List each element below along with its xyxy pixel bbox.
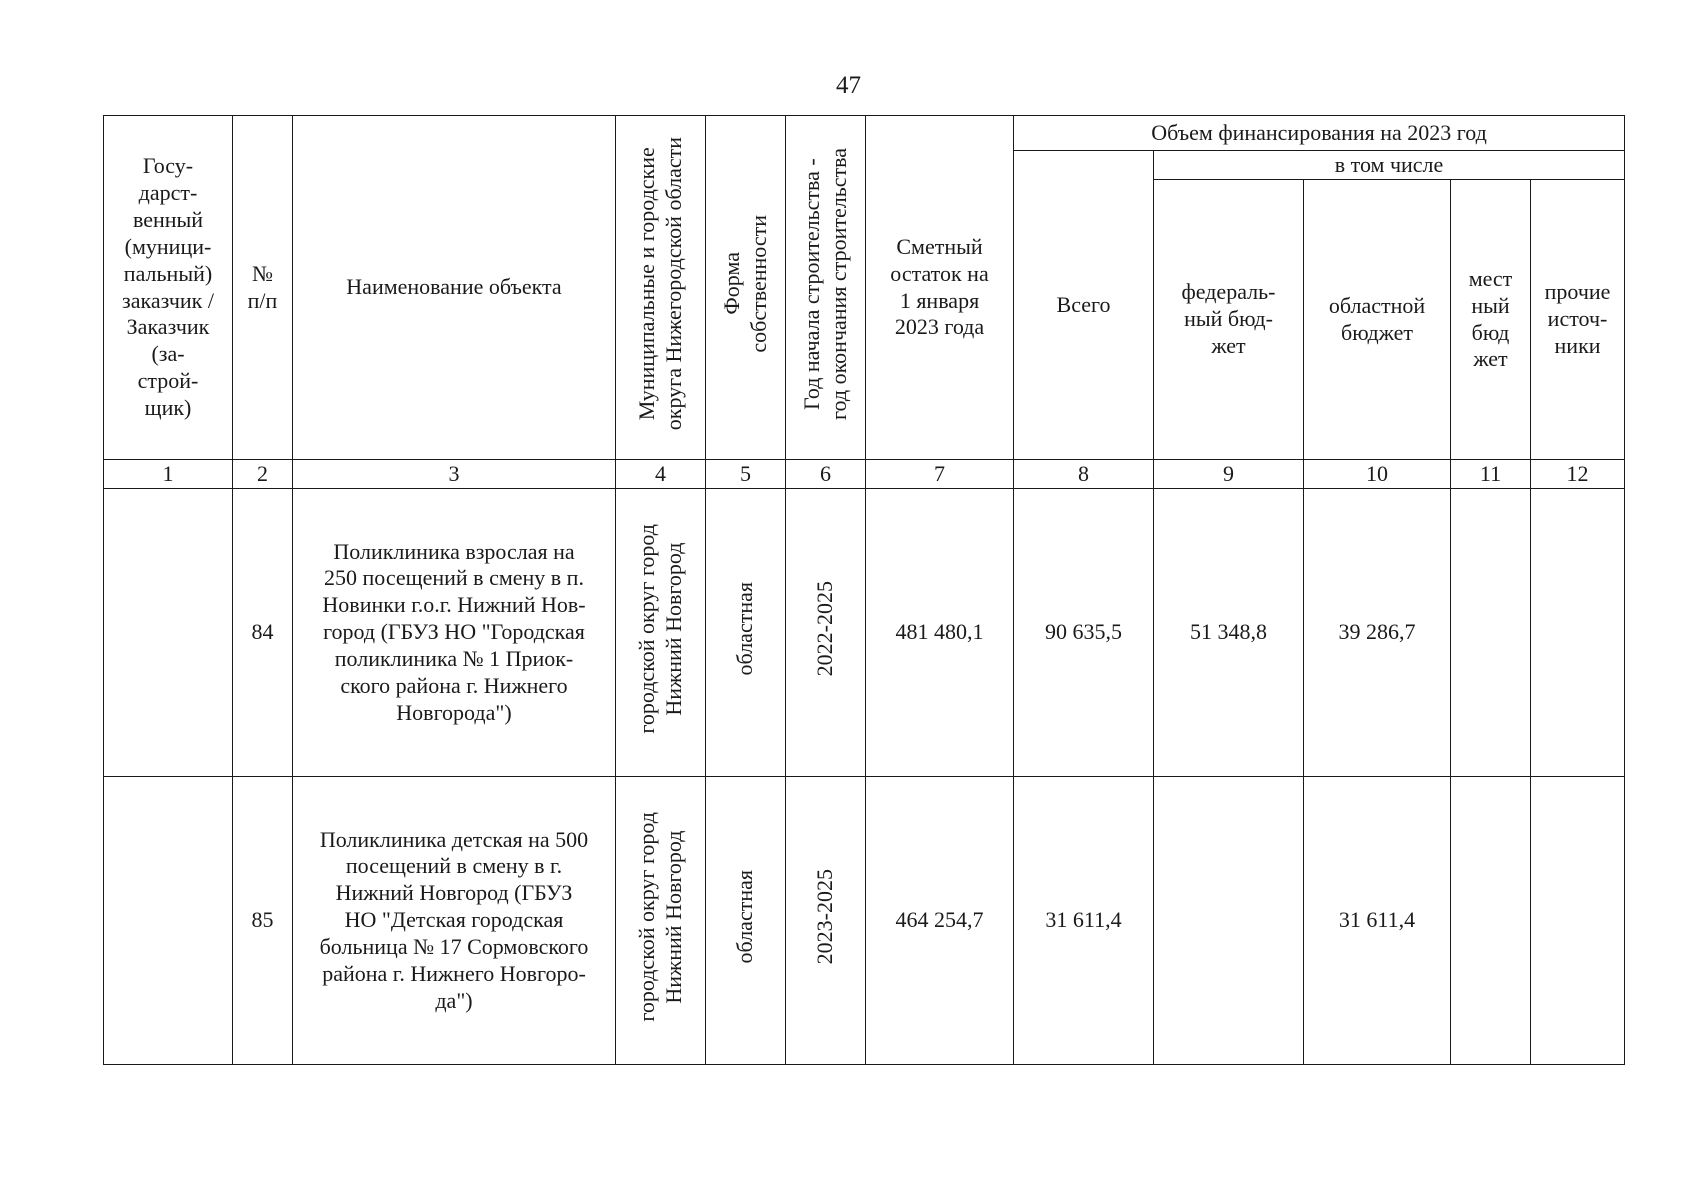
cell-ownership: областная (732, 582, 758, 676)
header-including: в том числе (1154, 151, 1625, 180)
cell-total: 31 611,4 (1014, 777, 1154, 1065)
header-ownership: Форма собственности (718, 215, 771, 353)
cell-ownership-wrap (706, 777, 786, 1065)
column-number: 2 (233, 460, 293, 489)
cell-number: 84 (233, 489, 293, 777)
cell-total: 90 635,5 (1014, 489, 1154, 777)
cell-estimate-balance: 464 254,7 (866, 777, 1014, 1065)
column-number: 1 (104, 460, 233, 489)
column-number: 11 (1451, 460, 1531, 489)
column-number: 4 (616, 460, 706, 489)
header-municipality-cell (616, 116, 706, 460)
investment-table (103, 115, 1625, 1065)
cell-local (1451, 777, 1531, 1065)
cell-years: 2022-2025 (812, 581, 838, 677)
header-estimate-balance: Сметный остаток на 1 января 2023 года (866, 116, 1014, 460)
header-local: мест ный бюд жет (1451, 180, 1531, 460)
table-row (104, 777, 1625, 1065)
table-row (104, 489, 1625, 777)
cell-object-name: Поликлиника детская на 500 посещений в смену в г. Нижний Новгород (ГБУЗ НО "Детская городская больница № 17 Сормовского района г. Нижнего Новгоро- да") (293, 777, 616, 1065)
cell-regional: 31 611,4 (1304, 777, 1451, 1065)
column-number: 3 (293, 460, 616, 489)
cell-number: 85 (233, 777, 293, 1065)
cell-municipality: городской округ город Нижний Новгород (633, 524, 686, 734)
cell-other (1531, 489, 1625, 777)
header-total: Всего (1014, 151, 1154, 460)
cell-other (1531, 777, 1625, 1065)
column-number: 12 (1531, 460, 1625, 489)
cell-local (1451, 489, 1531, 777)
header-customer: Госу- дарст- венный (муници- пальный) заказчик / Заказчик (за- строй- щик) (104, 116, 233, 460)
cell-ownership-wrap (706, 489, 786, 777)
page-number: 47 (836, 72, 861, 99)
cell-municipality: городской округ город Нижний Новгород (633, 812, 686, 1022)
cell-federal: 51 348,8 (1154, 489, 1304, 777)
column-number: 7 (866, 460, 1014, 489)
column-number: 9 (1154, 460, 1304, 489)
header-regional: областной бюджет (1304, 180, 1451, 460)
cell-years-wrap (786, 489, 866, 777)
cell-object-name: Поликлиника взрослая на 250 посещений в смену в п. Новинки г.о.г. Нижний Нов- город (ГБУЗ НО "Городская поликлиника № 1 Приок- ского района г. Нижнего Новгорода") (293, 489, 616, 777)
header-number: № п/п (233, 116, 293, 460)
header-years-cell (786, 116, 866, 460)
cell-years: 2023-2025 (812, 869, 838, 965)
cell-years-wrap (786, 777, 866, 1065)
cell-estimate-balance: 481 480,1 (866, 489, 1014, 777)
cell-customer (104, 777, 233, 1065)
header-row (104, 116, 1625, 151)
header-funding-group: Объем финансирования на 2023 год (1014, 116, 1625, 151)
cell-federal (1154, 777, 1304, 1065)
header-years: Год начала строительства - год окончания строительства (798, 148, 851, 421)
cell-municipality-wrap (616, 489, 706, 777)
header-federal: федераль- ный бюд- жет (1154, 180, 1304, 460)
column-number: 6 (786, 460, 866, 489)
column-number: 10 (1304, 460, 1451, 489)
cell-customer (104, 489, 233, 777)
cell-regional: 39 286,7 (1304, 489, 1451, 777)
header-object-name: Наименование объекта (293, 116, 616, 460)
column-number: 8 (1014, 460, 1154, 489)
header-ownership-cell (706, 116, 786, 460)
header-other: прочие источ- ники (1531, 180, 1625, 460)
column-number: 5 (706, 460, 786, 489)
column-numbers-row (104, 460, 1625, 489)
header-municipality: Муниципальные и городские округа Нижегородской области (633, 137, 686, 431)
cell-ownership: областная (732, 870, 758, 964)
cell-municipality-wrap (616, 777, 706, 1065)
